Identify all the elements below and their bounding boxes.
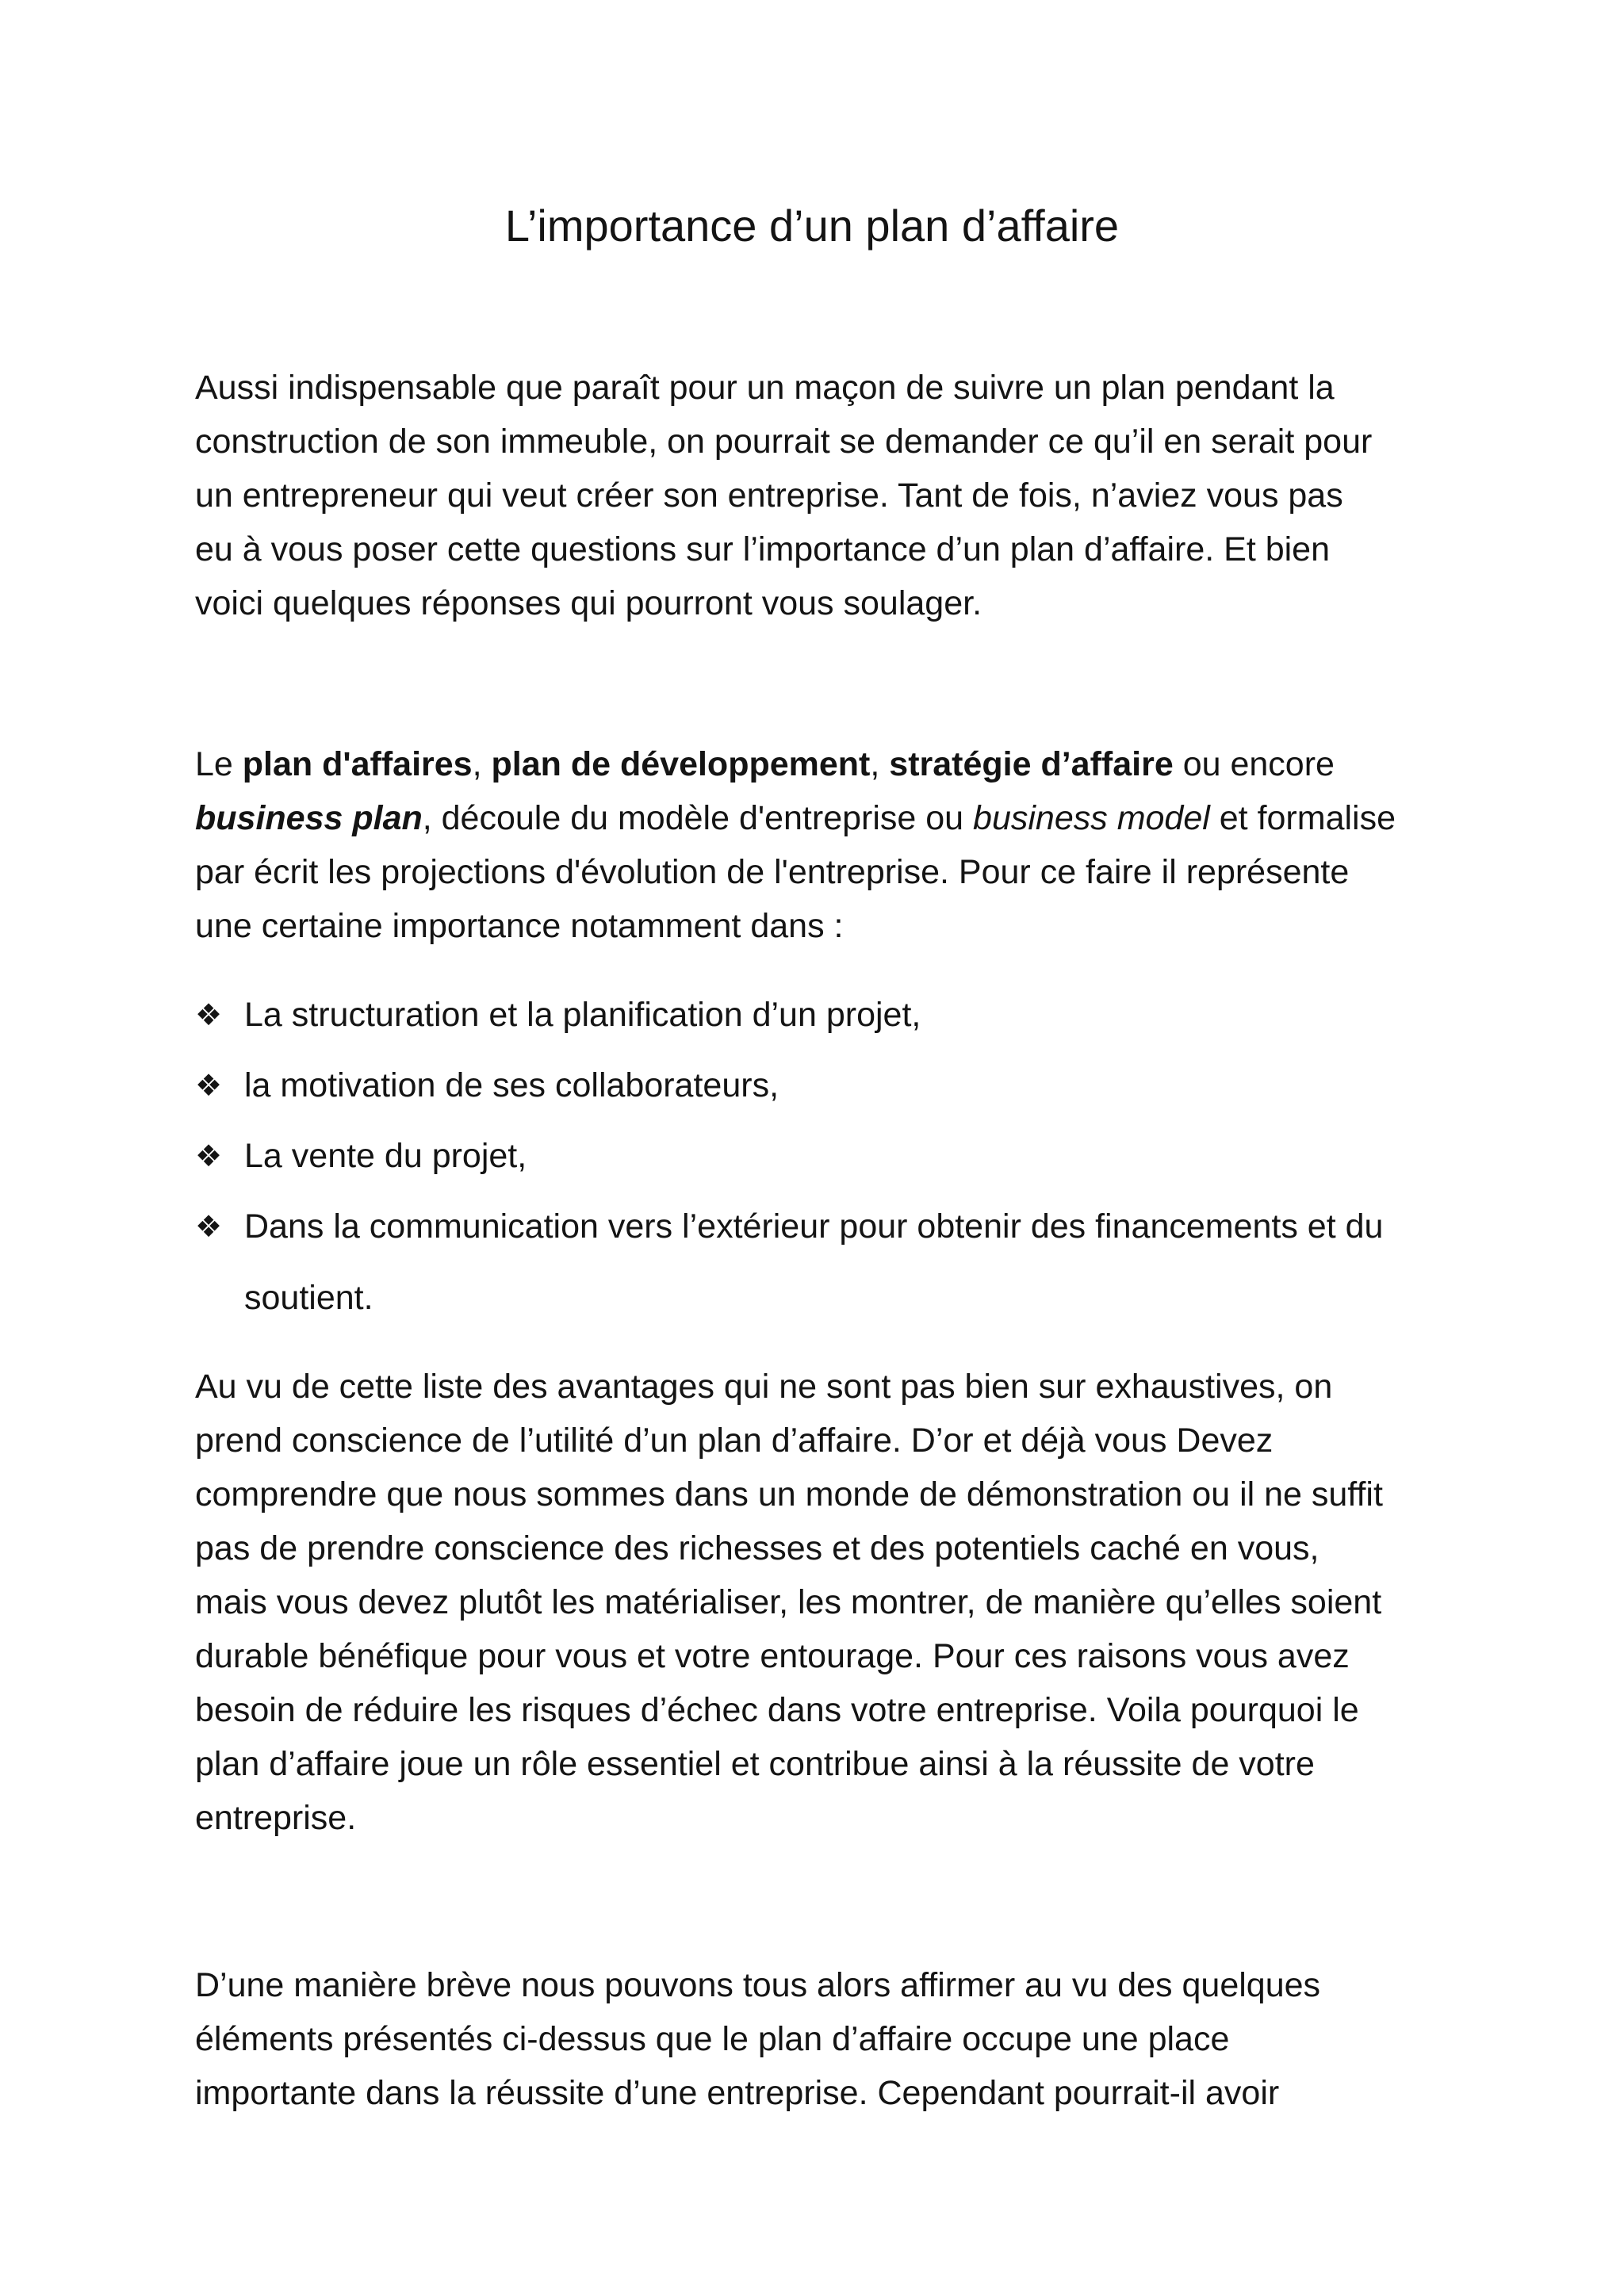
list-item-text	[244, 1199, 1464, 1326]
paragraph-line: Aussi indispensable que paraît pour un maçon de suivre un plan pendant la	[195, 369, 1335, 407]
list-item	[195, 1058, 1464, 1113]
paragraph-line: Au vu de cette liste des avantages qui ne sont pas bien sur exhaustives, on	[195, 1368, 1333, 1406]
paragraph-line: par écrit les projections d'évolution de l'entreprise. Pour ce faire il représente	[195, 853, 1350, 891]
bold-term: stratégie d’affaire	[889, 745, 1174, 783]
paragraph-line: voici quelques réponses qui pourront vous soulager.	[195, 584, 982, 622]
paragraph-line: prend conscience de l’utilité d’un plan d’affaire. D’or et déjà vous Devez	[195, 1422, 1274, 1460]
paragraph-line: éléments présentés ci-dessus que le plan d’affaire occupe une place	[195, 2020, 1230, 2058]
paragraph-line: pas de prendre conscience des richesses et des potentiels caché en vous,	[195, 1529, 1320, 1567]
text-run: ou encore	[1173, 745, 1335, 783]
bold-italic-text: business plan	[195, 799, 423, 837]
list-item-line: La structuration et la planification d’un projet,	[244, 996, 921, 1034]
text-run: ,	[472, 745, 492, 783]
paragraph-line: une certaine importance notamment dans :	[195, 907, 844, 945]
list-item	[195, 987, 1464, 1043]
paragraph-conclusion	[195, 1958, 1448, 2120]
document-title: L’importance d’un plan d’affaire	[504, 201, 1120, 251]
bullet-list	[195, 987, 1464, 1341]
paragraph-line: plan d’affaire joue un rôle essentiel et contribue ainsi à la réussite de votre	[195, 1745, 1315, 1783]
paragraph-line: eu à vous poser cette questions sur l’importance d’un plan d’affaire. Et bien	[195, 530, 1331, 568]
bold-term: plan de développement	[491, 745, 871, 783]
bold-term: plan d'affaires	[242, 745, 473, 783]
paragraph-line	[195, 737, 1448, 791]
paragraph-line: comprendre que nous sommes dans un monde de démonstration ou il ne suffit	[195, 1475, 1383, 1513]
list-item-line: la motivation de ses collaborateurs,	[244, 1066, 779, 1104]
list-item-text	[244, 1058, 1464, 1113]
paragraph-line: construction de son immeuble, on pourrait se demander ce qu’il en serait pour	[195, 423, 1373, 461]
diamond-bullet-icon: ❖	[195, 1068, 223, 1103]
list-item-line: La vente du projet,	[244, 1137, 527, 1175]
paragraph-line	[195, 791, 1448, 845]
list-item	[195, 1199, 1464, 1326]
paragraph-definition	[195, 737, 1448, 953]
paragraph-line: D’une manière brève nous pouvons tous alors affirmer au vu des quelques	[195, 1966, 1321, 2004]
paragraph-line: durable bénéfique pour vous et votre entourage. Pour ces raisons vous avez	[195, 1637, 1350, 1675]
list-item-line: soutient.	[244, 1279, 373, 1317]
diamond-bullet-icon: ❖	[195, 1138, 223, 1173]
list-item-line: Dans la communication vers l’extérieur pour obtenir des financements et du	[244, 1207, 1384, 1246]
text-run: , découle du modèle d'entreprise ou	[422, 799, 974, 837]
paragraph-advantages	[195, 1360, 1448, 1845]
diamond-bullet-icon: ❖	[195, 997, 223, 1032]
bold-italic-term	[195, 799, 423, 837]
paragraph-line: mais vous devez plutôt les matérialiser, les montrer, de manière qu’elles soient	[195, 1583, 1382, 1621]
list-item-text	[244, 1128, 1464, 1184]
text-run: et formalise	[1209, 799, 1396, 837]
paragraph-line: un entrepreneur qui veut créer son entreprise. Tant de fois, n’aviez vous pas	[195, 476, 1343, 515]
paragraph-line: besoin de réduire les risques d’échec dans votre entreprise. Voila pourquoi le	[195, 1691, 1359, 1729]
text-run: Le	[195, 745, 243, 783]
paragraph-intro	[195, 361, 1448, 630]
diamond-bullet-icon: ❖	[195, 1209, 223, 1244]
paragraph-line: importante dans la réussite d’une entreprise. Cependant pourrait-il avoir	[195, 2074, 1280, 2112]
text-run: ,	[870, 745, 890, 783]
italic-term: business model	[973, 799, 1210, 837]
paragraph-line: entreprise.	[195, 1799, 357, 1837]
list-item	[195, 1128, 1464, 1184]
list-item-text	[244, 987, 1464, 1043]
